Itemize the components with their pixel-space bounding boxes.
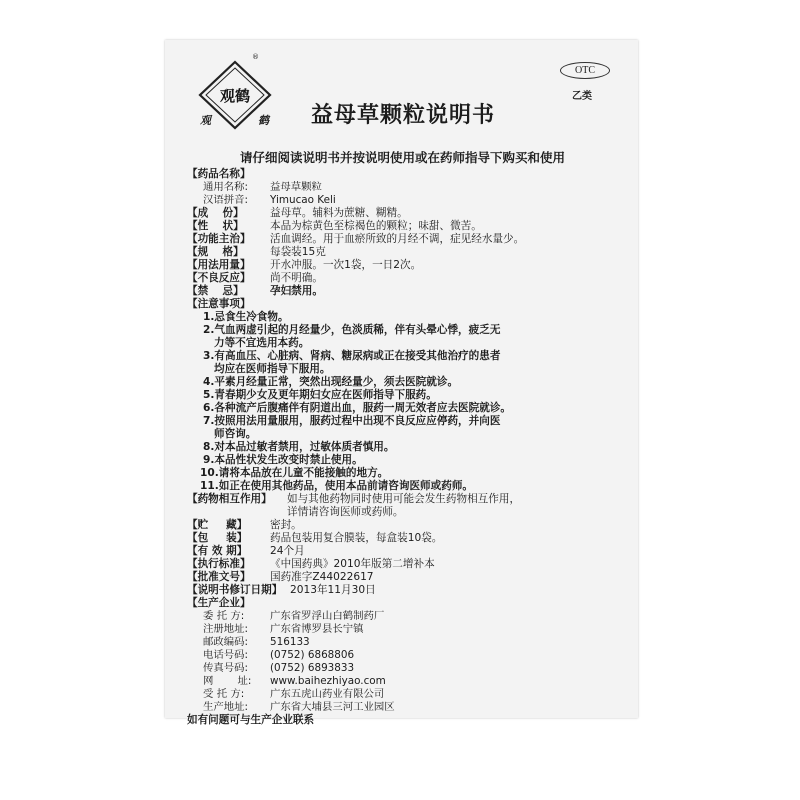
- precaution-item: 11.如正在使用其他药品，使用本品前请咨询医师或药师。: [200, 480, 474, 492]
- manufacturer-row-value: www.baihezhiyao.com: [270, 675, 386, 687]
- manufacturer-row-value: 广东省大埔县三河工业园区: [270, 701, 395, 713]
- manufacturer-row-value: (0752) 6893833: [270, 662, 355, 674]
- precaution-item: 1.忌食生冷食物。: [203, 311, 289, 323]
- pinyin-label: 汉语拼音:: [203, 194, 249, 206]
- document-title: 益母草颗粒说明书: [310, 103, 495, 128]
- precaution-item: 力等不宜选用本药。: [214, 337, 310, 349]
- validity-value: 24个月: [270, 545, 305, 557]
- storage-label: 【贮 藏】: [187, 519, 248, 531]
- approval-label: 【批准文号】: [187, 571, 251, 583]
- precaution-item: 8.对本品过敏者禁用，过敏体质者慎用。: [203, 441, 395, 453]
- precaution-item: 7.按照用法用量服用，服药过程中出现不良反应应停药，并向医: [203, 415, 501, 427]
- registered-mark: ®: [252, 53, 259, 61]
- revision-label: 【说明书修订日期】: [187, 584, 283, 596]
- precaution-item: 6.各种流产后腹痛伴有阴道出血，服药一周无效者应去医院就诊。: [203, 402, 512, 414]
- manufacturer-row-label: 生产地址:: [203, 701, 249, 713]
- document-subtitle: 请仔细阅读说明书并按说明使用或在药师指导下购买和使用: [239, 150, 565, 165]
- manufacturer-row-value: 516133: [270, 636, 310, 648]
- precaution-item: 5.青春期少女及更年期妇女应在医师指导下服药。: [203, 389, 437, 401]
- precautions-label: 【注意事项】: [187, 298, 251, 310]
- adverse-value: 尚不明确。: [270, 272, 323, 284]
- ingredients-value: 益母草。辅料为蔗糖、糊精。: [270, 207, 408, 219]
- appearance-label: 【性 状】: [187, 220, 244, 232]
- package-label: 【包 装】: [187, 532, 248, 544]
- drug-name-label: 【药品名称】: [187, 168, 251, 180]
- package-value: 药品包装用复合膜装，每盒装10袋。: [270, 532, 443, 544]
- specification-value: 每袋装15克: [270, 246, 326, 258]
- interactions-value: 如与其他药物同时使用可能会发生药物相互作用，: [287, 493, 521, 505]
- precaution-item: 4.平素月经量正常，突然出现经量少，须去医院就诊。: [203, 376, 459, 388]
- indications-value: 活血调经。用于血瘀所致的月经不调，症见经水量少。: [270, 233, 525, 245]
- standard-label: 【执行标准】: [187, 558, 251, 570]
- precaution-item: 均应在医师指导下服用。: [214, 363, 331, 375]
- manufacturer-row-value: 广东省博罗县长宁镇: [270, 623, 364, 635]
- generic-name-label: 通用名称:: [203, 181, 249, 193]
- otc-badge: OTC: [560, 62, 610, 79]
- contraindications-label: 【禁 忌】: [187, 285, 244, 297]
- ingredients-label: 【成 份】: [187, 207, 244, 219]
- logo-glyphs: 观鹤: [219, 87, 251, 105]
- approval-value: 国药准字Z44022617: [270, 571, 374, 583]
- standard-value: 《中国药典》2010年版第二增补本: [270, 558, 435, 570]
- precaution-item: 3.有高血压、心脏病、肾病、糖尿病或正在接受其他治疗的患者: [203, 350, 501, 362]
- precaution-item: 2.气血两虚引起的月经量少，色淡质稀，伴有头晕心悸，疲乏无: [203, 324, 501, 336]
- dosage-label: 【用法用量】: [187, 259, 251, 271]
- precaution-item: 9.本品性状发生改变时禁止使用。: [203, 454, 363, 466]
- interactions-label: 【药物相互作用】: [187, 493, 272, 505]
- indications-label: 【功能主治】: [187, 233, 251, 245]
- dosage-value: 开水冲服。一次1袋，一日2次。: [270, 259, 422, 271]
- manufacturer-row-value: 广东省罗浮山白鹤制药厂: [270, 610, 385, 622]
- manufacturer-row-value: 广东五虎山药业有限公司: [270, 688, 385, 700]
- validity-label: 【有 效 期】: [187, 545, 248, 557]
- drug-category: 乙类: [572, 91, 592, 102]
- contraindications-value: 孕妇禁用。: [270, 285, 323, 297]
- manufacturer-row-label: 注册地址:: [203, 623, 249, 635]
- appearance-value: 本品为棕黄色至棕褐色的颗粒；味甜、微苦。: [270, 220, 482, 232]
- brand-char-left: 观: [200, 114, 211, 127]
- manufacturer-row-value: (0752) 6868806: [270, 649, 355, 661]
- pinyin-value: Yimucao Keli: [270, 194, 336, 206]
- adverse-label: 【不良反应】: [187, 272, 251, 284]
- manufacturer-row-label: 网 址:: [203, 675, 252, 687]
- manufacturer-row-label: 受 托 方:: [203, 688, 245, 700]
- interactions-value-2: 详情请咨询医师或药师。: [287, 506, 404, 518]
- brand-char-right: 鹤: [258, 114, 269, 127]
- storage-value: 密封。: [270, 519, 302, 531]
- footer-note: 如有问题可与生产企业联系: [187, 714, 315, 726]
- specification-label: 【规 格】: [187, 246, 244, 258]
- revision-value: 2013年11月30日: [290, 584, 376, 596]
- precaution-item: 10.请将本品放在儿童不能接触的地方。: [200, 467, 389, 479]
- generic-name-value: 益母草颗粒: [270, 181, 322, 193]
- manufacturer-row-label: 邮政编码:: [203, 636, 249, 648]
- manufacturer-row-label: 委 托 方:: [203, 610, 245, 622]
- manufacturer-row-label: 电话号码:: [203, 649, 249, 661]
- manufacturer-row-label: 传真号码:: [203, 662, 249, 674]
- precaution-item: 师咨询。: [214, 428, 257, 440]
- manufacturer-label: 【生产企业】: [187, 597, 251, 609]
